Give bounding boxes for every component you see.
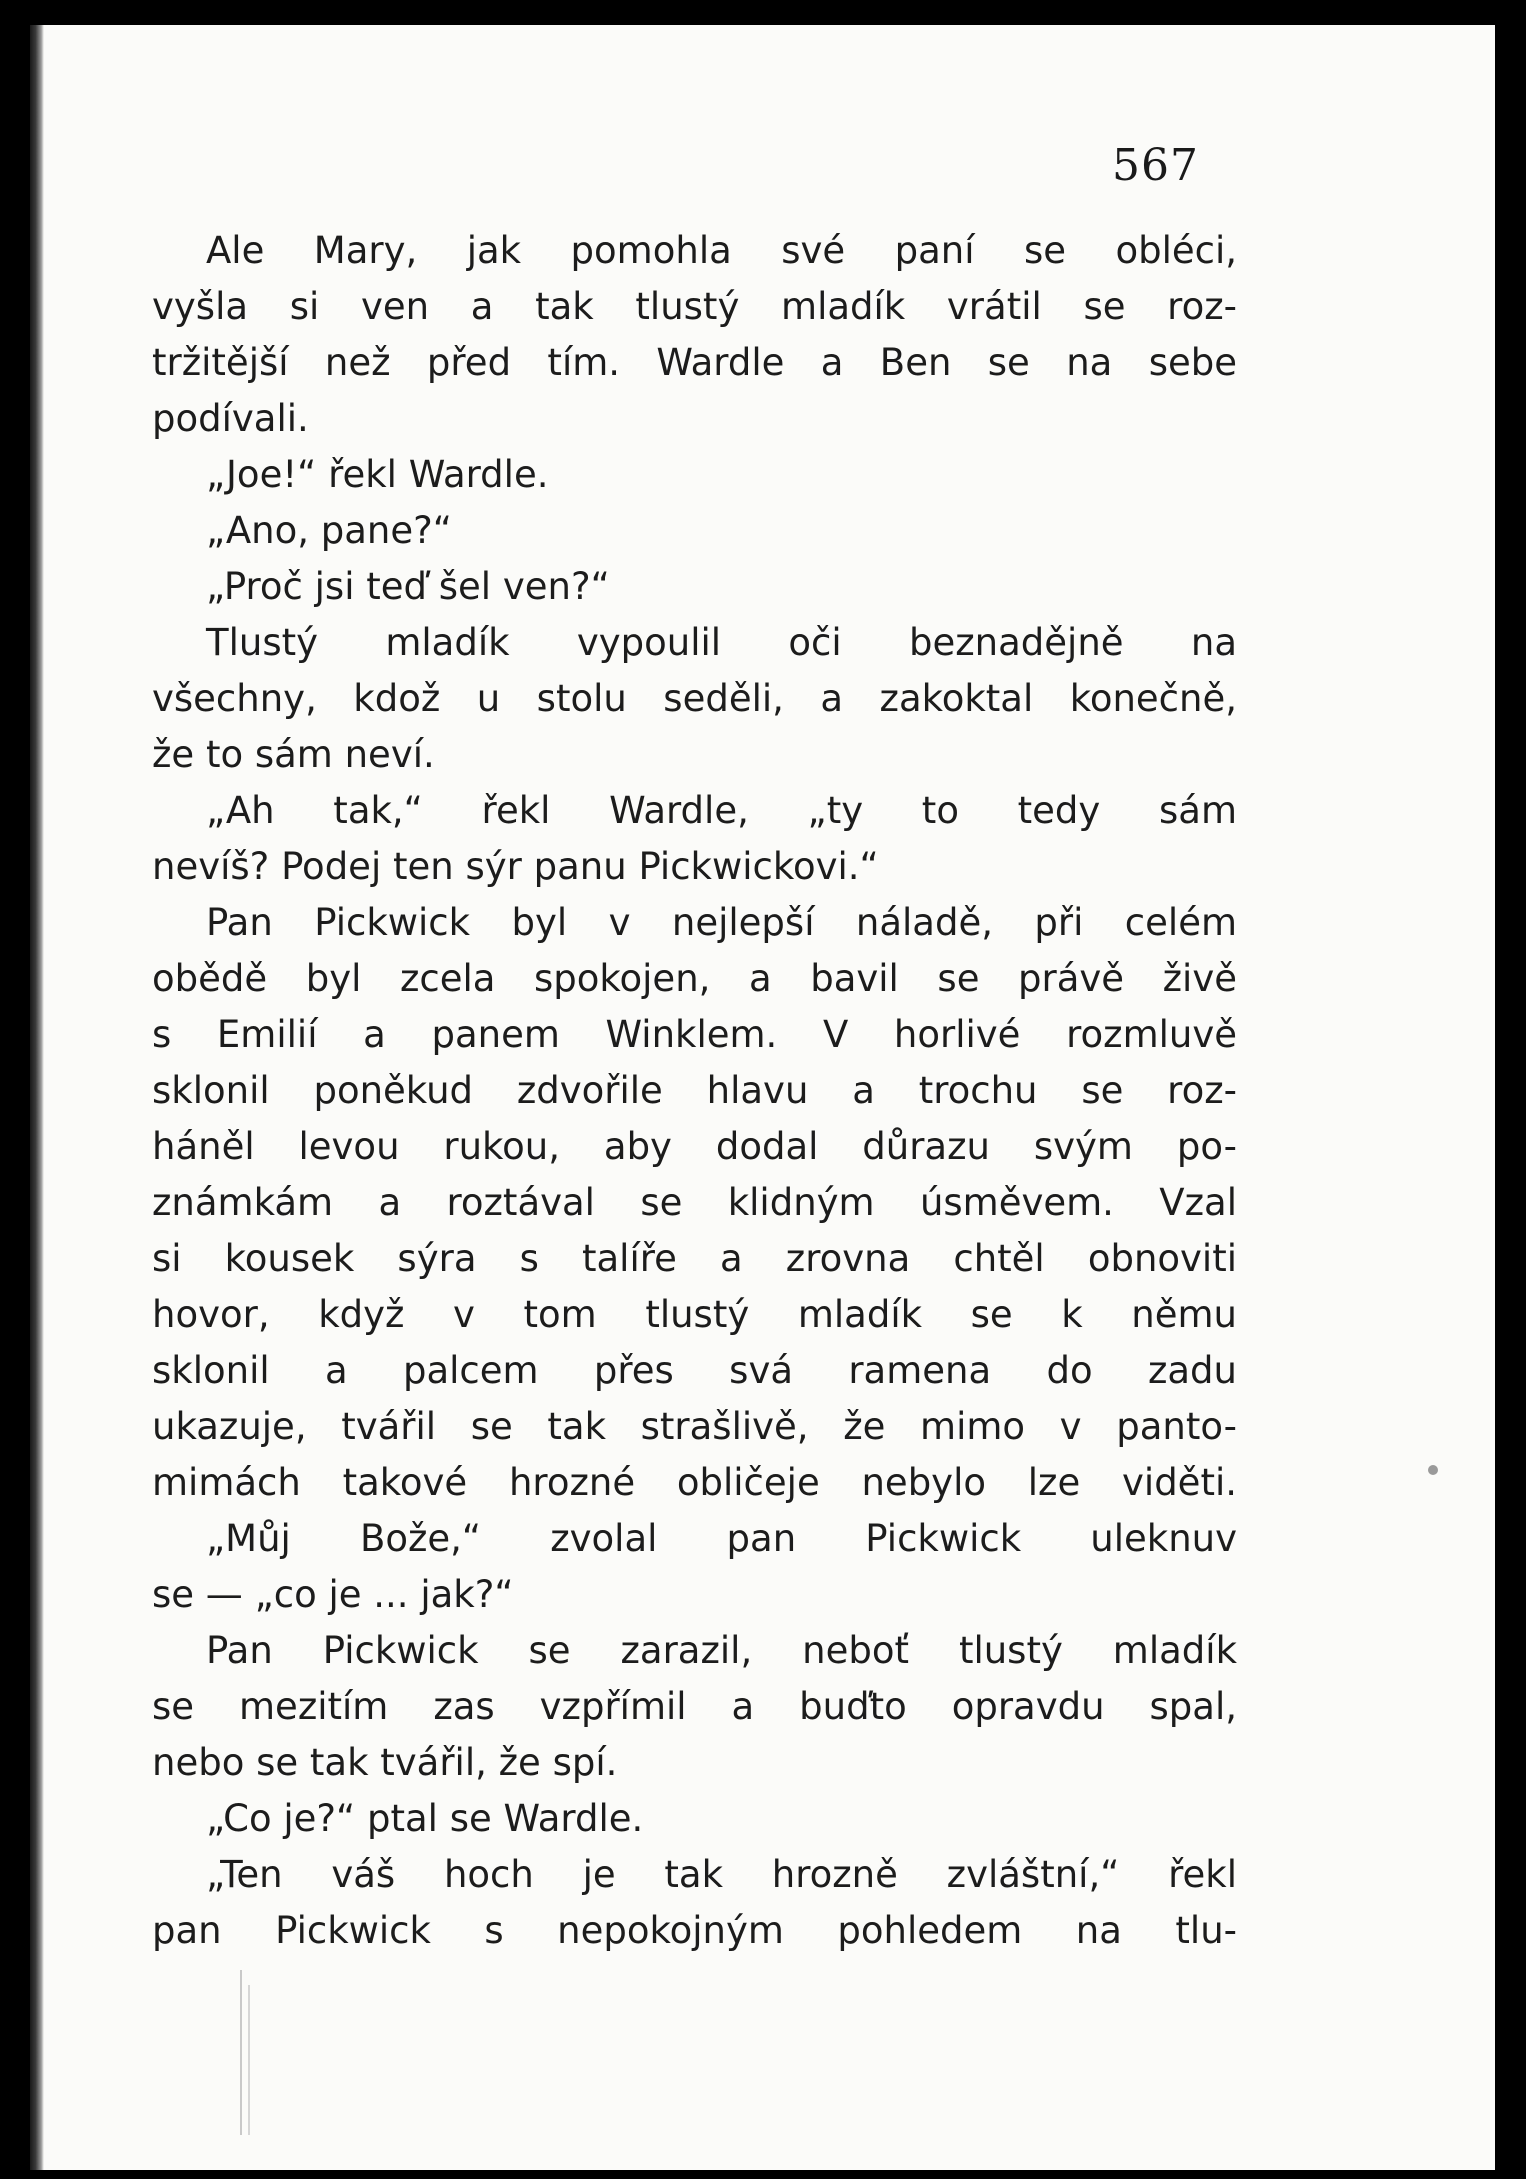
page-spine-shadow: [30, 25, 44, 2170]
text-line: Pan Pickwick byl v nejlepší náladě, při celém: [206, 901, 1237, 944]
text-line: s Emilií a panem Winklem. V horlivé rozmluvě: [152, 1013, 1237, 1056]
text-line: háněl levou rukou, aby dodal důrazu svým po-: [152, 1125, 1237, 1168]
text-line: ukazuje, tvářil se tak strašlivě, že mimo v panto-: [152, 1405, 1237, 1448]
text-line: „Ten váš hoch je tak hrozně zvláštní,“ řekl: [206, 1853, 1237, 1896]
text-line: podívali.: [152, 397, 309, 440]
paper-scratch: [248, 1985, 250, 2135]
text-line: obědě byl zcela spokojen, a bavil se právě živě: [152, 957, 1237, 1000]
text-line: „Co je?“ ptal se Wardle.: [206, 1797, 644, 1840]
text-line: hovor, když v tom tlustý mladík se k němu: [152, 1293, 1237, 1336]
text-line: se mezitím zas vzpřímil a buďto opravdu spal,: [152, 1685, 1237, 1728]
text-line: že to sám neví.: [152, 733, 435, 776]
text-line: všechny, kdož u stolu seděli, a zakoktal konečně,: [152, 677, 1237, 720]
text-line: známkám a roztával se klidným úsměvem. Vzal: [152, 1181, 1237, 1224]
text-line: „Proč jsi teď šel ven?“: [206, 565, 610, 608]
text-line: tržitější než před tím. Wardle a Ben se na sebe: [152, 341, 1237, 384]
text-line: „Joe!“ řekl Wardle.: [206, 453, 549, 496]
book-page: [30, 25, 1495, 2170]
text-line: sklonil a palcem přes svá ramena do zadu: [152, 1349, 1237, 1392]
text-line: nevíš? Podej ten sýr panu Pickwickovi.“: [152, 845, 879, 888]
paper-scratch: [240, 1970, 242, 2135]
text-line: Tlustý mladík vypoulil oči beznadějně na: [206, 621, 1237, 664]
text-line: vyšla si ven a tak tlustý mladík vrátil se roz-: [152, 285, 1237, 328]
text-line: se — „co je ... jak?“: [152, 1573, 514, 1616]
text-line: „Ano, pane?“: [206, 509, 452, 552]
text-line: pan Pickwick s nepokojným pohledem na tlu-: [152, 1909, 1237, 1952]
page-number: 567: [1112, 140, 1199, 191]
ink-speck: [1428, 1465, 1438, 1475]
text-line: nebo se tak tvářil, že spí.: [152, 1741, 618, 1784]
text-line: si kousek sýra s talíře a zrovna chtěl obnoviti: [152, 1237, 1237, 1280]
body-text: [152, 223, 1237, 1959]
text-line: Pan Pickwick se zarazil, neboť tlustý mladík: [206, 1629, 1237, 1672]
text-line: sklonil poněkud zdvořile hlavu a trochu se roz-: [152, 1069, 1237, 1112]
text-line: Ale Mary, jak pomohla své paní se obléci,: [206, 229, 1237, 272]
text-line: „Můj Bože,“ zvolal pan Pickwick uleknuv: [206, 1517, 1237, 1560]
text-line: mimách takové hrozné obličeje nebylo lze viděti.: [152, 1461, 1237, 1504]
text-line: „Ah tak,“ řekl Wardle, „ty to tedy sám: [206, 789, 1237, 832]
